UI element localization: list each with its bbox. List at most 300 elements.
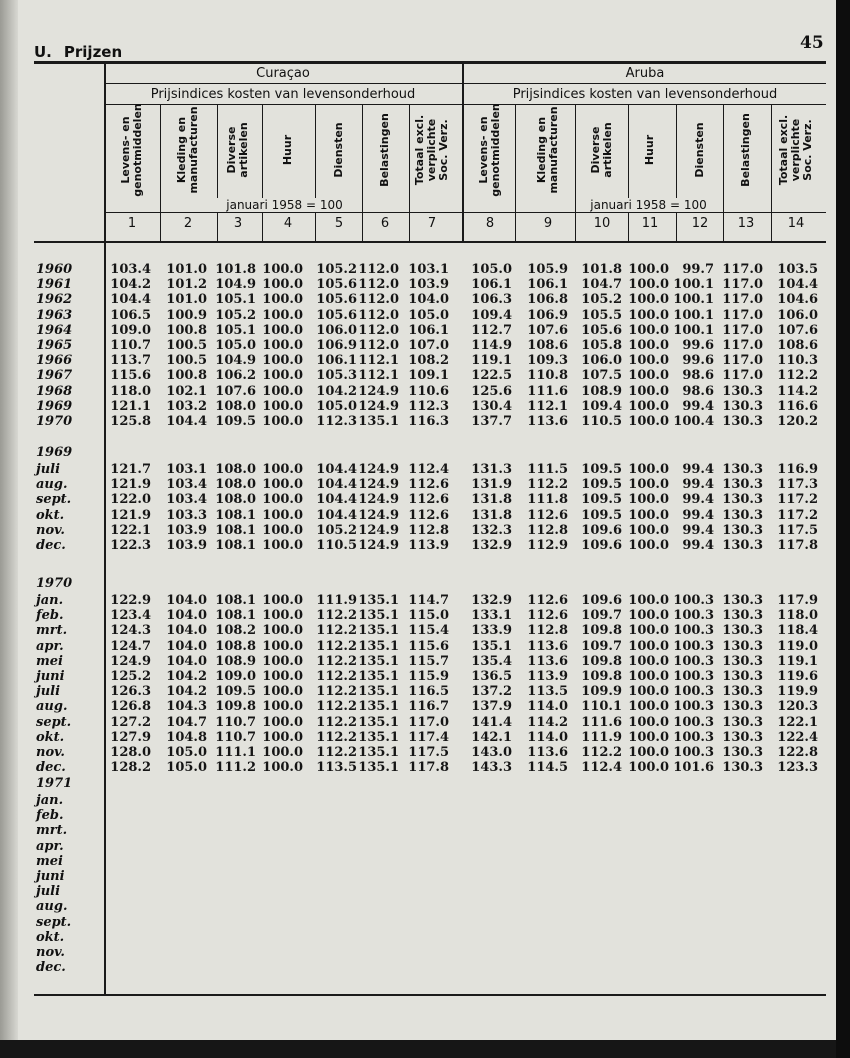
table-cell: 114.2 bbox=[527, 714, 568, 730]
row-label: aug. bbox=[36, 899, 68, 915]
table-cell: 124.7 bbox=[110, 638, 151, 654]
row-label: jan. bbox=[36, 793, 64, 808]
table-cell: 101.6 bbox=[673, 760, 714, 776]
table-cell: 112.1 bbox=[527, 398, 568, 414]
table-cell: 108.0 bbox=[215, 398, 256, 414]
table-cell: 100.1 bbox=[673, 307, 714, 323]
table-cell: 100.0 bbox=[262, 729, 303, 745]
table-cell: 100.0 bbox=[628, 507, 669, 523]
table-cell: 130.3 bbox=[722, 714, 763, 730]
table-cell: 116.7 bbox=[408, 699, 449, 715]
table-cell: 113.7 bbox=[110, 353, 151, 369]
table-cell: 117.0 bbox=[722, 292, 763, 308]
table-cell: 130.3 bbox=[722, 684, 763, 700]
table-cell: 105.0 bbox=[316, 398, 357, 414]
table-cell: 104.9 bbox=[215, 277, 256, 293]
column-number: 7 bbox=[427, 216, 437, 231]
table-cell: 100.0 bbox=[262, 353, 303, 369]
table-cell: 108.1 bbox=[215, 608, 256, 624]
table-cell: 112.0 bbox=[358, 338, 399, 353]
table-cell: 109.5 bbox=[581, 477, 622, 493]
table-cell: 118.0 bbox=[110, 383, 151, 399]
table-cell: 100.0 bbox=[262, 338, 303, 353]
table-cell: 114.9 bbox=[471, 338, 512, 353]
table-cell: 124.9 bbox=[358, 383, 399, 399]
table-cell: 101.0 bbox=[166, 262, 207, 277]
table-cell: 105.6 bbox=[316, 307, 357, 323]
table-cell: 112.1 bbox=[358, 368, 399, 384]
table-cell: 131.9 bbox=[471, 477, 512, 493]
table-cell: 113.6 bbox=[527, 414, 568, 429]
aruba-base-note: januari 1958 = 100 bbox=[581, 198, 716, 212]
column-header: Belastingen bbox=[378, 113, 391, 187]
table-cell: 108.0 bbox=[215, 477, 256, 493]
table-cell: 104.3 bbox=[166, 699, 207, 715]
table-cell: 124.9 bbox=[358, 462, 399, 477]
table-cell: 100.0 bbox=[262, 538, 303, 553]
table-cell: 105.0 bbox=[166, 760, 207, 776]
column-header: Diverse artikelen bbox=[589, 122, 614, 178]
column-number: 1 bbox=[127, 216, 137, 231]
table-cell: 100.0 bbox=[628, 368, 669, 384]
table-cell: 108.6 bbox=[777, 338, 818, 353]
aruba-group-subtitle: Prijsindices kosten van levensonderhoud bbox=[512, 87, 778, 102]
table-cell: 109.6 bbox=[581, 593, 622, 608]
row-label: juni bbox=[36, 669, 65, 684]
row-label: juli bbox=[36, 684, 61, 700]
table-cell: 105.0 bbox=[215, 338, 256, 353]
table-cell: 112.2 bbox=[316, 699, 357, 715]
table-cell: 116.6 bbox=[777, 398, 818, 414]
table-cell: 135.1 bbox=[471, 638, 512, 654]
column-header: Huur bbox=[281, 134, 294, 166]
section-heading bbox=[34, 43, 122, 61]
table-cell: 112.0 bbox=[358, 307, 399, 323]
table-cell: 101.2 bbox=[166, 277, 207, 293]
table-cell: 112.1 bbox=[358, 353, 399, 369]
table-cell: 114.0 bbox=[527, 729, 568, 745]
table-cell: 119.1 bbox=[777, 653, 818, 669]
table-cell: 108.9 bbox=[215, 653, 256, 669]
table-cell: 104.4 bbox=[316, 507, 357, 523]
table-cell: 106.1 bbox=[527, 277, 568, 293]
column-header: Diensten bbox=[332, 122, 345, 178]
table-cell: 131.8 bbox=[471, 507, 512, 523]
table-cell: 105.0 bbox=[471, 262, 512, 277]
table-cell: 130.3 bbox=[722, 623, 763, 639]
table-cell: 100.0 bbox=[628, 593, 669, 608]
table-cell: 100.0 bbox=[262, 262, 303, 277]
table-cell: 100.0 bbox=[262, 307, 303, 323]
column-header: Belastingen bbox=[739, 113, 752, 187]
table-cell: 100.0 bbox=[262, 669, 303, 684]
table-cell: 119.6 bbox=[777, 669, 818, 684]
column-rule bbox=[575, 105, 576, 242]
table-cell: 135.1 bbox=[358, 623, 399, 639]
curacao-base-note: januari 1958 = 100 bbox=[217, 198, 352, 212]
table-cell: 114.2 bbox=[777, 383, 818, 399]
column-rule bbox=[628, 105, 629, 242]
table-cell: 112.8 bbox=[527, 522, 568, 538]
table-cell: 112.0 bbox=[358, 322, 399, 338]
table-cell: 109.6 bbox=[581, 538, 622, 553]
table-cell: 112.2 bbox=[316, 714, 357, 730]
table-cell: 132.9 bbox=[471, 593, 512, 608]
table-cell: 109.8 bbox=[581, 623, 622, 639]
column-number: 11 bbox=[641, 216, 659, 231]
table-cell: 105.2 bbox=[316, 262, 357, 277]
table-cell: 100.0 bbox=[628, 729, 669, 745]
table-cell: 106.2 bbox=[215, 368, 256, 384]
column-number: 13 bbox=[737, 216, 755, 231]
table-cell: 127.9 bbox=[110, 729, 151, 745]
table-cell: 113.9 bbox=[408, 538, 449, 553]
table-cell: 99.6 bbox=[682, 353, 714, 369]
page-number: 45 bbox=[800, 33, 824, 53]
table-cell: 99.7 bbox=[682, 262, 714, 277]
table-cell: 131.3 bbox=[471, 462, 512, 477]
table-cell: 104.8 bbox=[166, 729, 207, 745]
table-cell: 109.3 bbox=[527, 353, 568, 369]
table-cell: 112.6 bbox=[527, 608, 568, 624]
table-cell: 105.2 bbox=[316, 522, 357, 538]
table-cell: 115.7 bbox=[408, 653, 449, 669]
table-cell: 110.1 bbox=[581, 699, 622, 715]
table-cell: 119.1 bbox=[471, 353, 512, 369]
row-label: juli bbox=[36, 884, 61, 900]
table-cell: 110.7 bbox=[215, 714, 256, 730]
table-cell: 109.0 bbox=[110, 322, 151, 338]
table-cell: 127.2 bbox=[110, 714, 151, 730]
table-cell: 108.1 bbox=[215, 507, 256, 523]
table-cell: 108.0 bbox=[215, 492, 256, 508]
table-cell: 112.2 bbox=[316, 623, 357, 639]
table-cell: 125.8 bbox=[110, 414, 151, 429]
table-cell: 100.3 bbox=[673, 745, 714, 760]
subtitle-rule bbox=[104, 104, 826, 105]
table-cell: 100.5 bbox=[166, 353, 207, 369]
table-cell: 130.3 bbox=[722, 608, 763, 624]
table-cell: 100.0 bbox=[262, 492, 303, 508]
table-cell: 117.0 bbox=[722, 262, 763, 277]
table-cell: 109.5 bbox=[581, 492, 622, 508]
row-label: 1964 bbox=[36, 322, 73, 338]
table-cell: 104.2 bbox=[166, 684, 207, 700]
table-cell: 130.3 bbox=[722, 593, 763, 608]
table-cell: 109.5 bbox=[581, 462, 622, 477]
table-cell: 109.9 bbox=[581, 684, 622, 700]
table-cell: 104.0 bbox=[408, 292, 449, 308]
column-number: 6 bbox=[380, 216, 390, 231]
table-cell: 121.9 bbox=[110, 507, 151, 523]
table-cell: 132.9 bbox=[471, 538, 512, 553]
table-cell: 100.0 bbox=[628, 353, 669, 369]
table-cell: 112.2 bbox=[316, 608, 357, 624]
table-cell: 137.7 bbox=[471, 414, 512, 429]
row-label: 1962 bbox=[36, 292, 73, 308]
table-cell: 100.3 bbox=[673, 684, 714, 700]
table-cell: 108.8 bbox=[215, 638, 256, 654]
table-cell: 100.1 bbox=[673, 292, 714, 308]
table-cell: 121.9 bbox=[110, 477, 151, 493]
row-label: okt. bbox=[36, 729, 65, 745]
column-rule bbox=[217, 105, 218, 242]
table-cell: 104.4 bbox=[316, 492, 357, 508]
curacao-group-title: Curaçao bbox=[256, 66, 310, 81]
table-cell: 100.0 bbox=[262, 608, 303, 624]
section-letter: U. bbox=[34, 43, 52, 61]
table-cell: 107.0 bbox=[408, 338, 449, 353]
table-cell: 100.0 bbox=[262, 414, 303, 429]
table-cell: 112.2 bbox=[527, 477, 568, 493]
table-cell: 100.1 bbox=[673, 277, 714, 293]
table-cell: 100.0 bbox=[628, 414, 669, 429]
row-label: feb. bbox=[36, 808, 64, 824]
table-cell: 108.0 bbox=[215, 462, 256, 477]
table-cell: 104.4 bbox=[777, 277, 818, 293]
table-cell: 110.3 bbox=[777, 353, 818, 369]
table-cell: 100.0 bbox=[262, 383, 303, 399]
table-cell: 100.0 bbox=[628, 292, 669, 308]
table-cell: 106.8 bbox=[527, 292, 568, 308]
table-cell: 99.4 bbox=[682, 507, 714, 523]
table-cell: 130.3 bbox=[722, 669, 763, 684]
table-cell: 117.8 bbox=[408, 760, 449, 776]
table-cell: 124.9 bbox=[110, 653, 151, 669]
table-cell: 122.4 bbox=[777, 729, 818, 745]
table-cell: 104.6 bbox=[777, 292, 818, 308]
table-cell: 100.1 bbox=[673, 322, 714, 338]
table-cell: 103.4 bbox=[166, 492, 207, 508]
table-cell: 116.5 bbox=[408, 684, 449, 700]
table-cell: 100.0 bbox=[628, 669, 669, 684]
row-label: sept. bbox=[36, 914, 72, 930]
table-cell: 100.0 bbox=[628, 714, 669, 730]
table-cell: 117.9 bbox=[777, 593, 818, 608]
table-cell: 104.4 bbox=[166, 414, 207, 429]
table-cell: 122.0 bbox=[110, 492, 151, 508]
table-cell: 142.1 bbox=[471, 729, 512, 745]
table-cell: 100.0 bbox=[628, 492, 669, 508]
table-cell: 130.3 bbox=[722, 398, 763, 414]
table-cell: 109.5 bbox=[215, 414, 256, 429]
table-cell: 113.5 bbox=[316, 760, 357, 776]
row-label: mei bbox=[36, 653, 63, 669]
table-cell: 103.5 bbox=[777, 262, 818, 277]
table-cell: 112.3 bbox=[316, 414, 357, 429]
table-cell: 112.9 bbox=[527, 538, 568, 553]
table-cell: 106.0 bbox=[581, 353, 622, 369]
table-cell: 133.1 bbox=[471, 608, 512, 624]
column-header: Totaal excl. verplichte Soc. Verz. bbox=[777, 114, 814, 186]
table-cell: 111.2 bbox=[215, 760, 256, 776]
table-cell: 117.5 bbox=[777, 522, 818, 538]
table-cell: 100.0 bbox=[628, 277, 669, 293]
table-cell: 100.0 bbox=[262, 368, 303, 384]
table-cell: 100.0 bbox=[628, 608, 669, 624]
table-cell: 112.8 bbox=[527, 623, 568, 639]
table-cell: 117.0 bbox=[722, 338, 763, 353]
table-cell: 115.9 bbox=[408, 669, 449, 684]
table-cell: 100.0 bbox=[262, 292, 303, 308]
table-cell: 104.2 bbox=[316, 383, 357, 399]
table-cell: 100.0 bbox=[628, 760, 669, 776]
table-cell: 100.3 bbox=[673, 638, 714, 654]
table-cell: 100.5 bbox=[166, 338, 207, 353]
table-cell: 104.0 bbox=[166, 623, 207, 639]
table-cell: 105.0 bbox=[166, 745, 207, 760]
row-label: 1967 bbox=[36, 368, 73, 384]
table-cell: 100.0 bbox=[262, 699, 303, 715]
table-bottom-rule bbox=[34, 994, 826, 996]
table-cell: 107.6 bbox=[527, 322, 568, 338]
column-number: 5 bbox=[334, 216, 344, 231]
column-number: 12 bbox=[691, 216, 709, 231]
table-cell: 105.2 bbox=[581, 292, 622, 308]
table-cell: 105.0 bbox=[408, 307, 449, 323]
table-cell: 116.3 bbox=[408, 414, 449, 429]
table-cell: 124.9 bbox=[358, 492, 399, 508]
table-cell: 100.0 bbox=[628, 322, 669, 338]
table-cell: 111.6 bbox=[581, 714, 622, 730]
row-label: juni bbox=[36, 869, 65, 884]
column-rule bbox=[160, 105, 161, 242]
table-cell: 122.9 bbox=[110, 593, 151, 608]
table-cell: 103.2 bbox=[166, 398, 207, 414]
table-cell: 105.8 bbox=[581, 338, 622, 353]
table-cell: 99.6 bbox=[682, 338, 714, 353]
table-cell: 100.0 bbox=[262, 522, 303, 538]
table-cell: 112.2 bbox=[777, 368, 818, 384]
column-rule bbox=[409, 105, 410, 242]
table-cell: 112.3 bbox=[408, 398, 449, 414]
column-rule bbox=[771, 105, 772, 242]
table-cell: 100.0 bbox=[628, 745, 669, 760]
table-cell: 105.5 bbox=[581, 307, 622, 323]
table-cell: 109.8 bbox=[581, 669, 622, 684]
table-cell: 112.2 bbox=[316, 729, 357, 745]
table-cell: 128.2 bbox=[110, 760, 151, 776]
table-cell: 121.1 bbox=[110, 398, 151, 414]
table-cell: 131.8 bbox=[471, 492, 512, 508]
table-cell: 109.5 bbox=[581, 507, 622, 523]
table-cell: 104.7 bbox=[166, 714, 207, 730]
table-cell: 130.3 bbox=[722, 414, 763, 429]
table-cell: 135.1 bbox=[358, 414, 399, 429]
table-cell: 103.9 bbox=[166, 538, 207, 553]
table-cell: 110.6 bbox=[408, 383, 449, 399]
table-cell: 117.8 bbox=[777, 538, 818, 553]
table-cell: 106.1 bbox=[471, 277, 512, 293]
table-cell: 111.5 bbox=[527, 462, 568, 477]
table-cell: 103.1 bbox=[408, 262, 449, 277]
table-cell: 104.4 bbox=[316, 462, 357, 477]
table-cell: 100.3 bbox=[673, 714, 714, 730]
row-label: feb. bbox=[36, 608, 64, 624]
table-cell: 111.9 bbox=[581, 729, 622, 745]
table-cell: 112.2 bbox=[316, 745, 357, 760]
table-cell: 135.1 bbox=[358, 638, 399, 654]
table-cell: 109.6 bbox=[581, 522, 622, 538]
table-cell: 135.1 bbox=[358, 669, 399, 684]
table-cell: 122.1 bbox=[110, 522, 151, 538]
page-edge-shadow bbox=[836, 0, 850, 1058]
column-number-rule-top bbox=[104, 212, 826, 213]
table-cell: 104.7 bbox=[581, 277, 622, 293]
table-cell: 117.0 bbox=[722, 277, 763, 293]
table-cell: 135.1 bbox=[358, 760, 399, 776]
table-cell: 100.0 bbox=[262, 398, 303, 414]
row-label: nov. bbox=[36, 945, 65, 960]
table-cell: 112.2 bbox=[316, 684, 357, 700]
table-cell: 103.9 bbox=[408, 277, 449, 293]
column-rule bbox=[315, 105, 316, 242]
table-cell: 135.1 bbox=[358, 653, 399, 669]
table-cell: 100.0 bbox=[628, 338, 669, 353]
row-label: apr. bbox=[36, 838, 64, 854]
table-cell: 109.4 bbox=[471, 307, 512, 323]
table-cell: 100.3 bbox=[673, 623, 714, 639]
table-cell: 120.2 bbox=[777, 414, 818, 429]
row-label: 1963 bbox=[36, 307, 73, 323]
table-cell: 104.4 bbox=[110, 292, 151, 308]
table-cell: 130.3 bbox=[722, 699, 763, 715]
table-cell: 100.0 bbox=[262, 277, 303, 293]
table-cell: 106.1 bbox=[316, 353, 357, 369]
table-cell: 114.7 bbox=[408, 593, 449, 608]
table-cell: 123.3 bbox=[777, 760, 818, 776]
table-cell: 115.0 bbox=[408, 608, 449, 624]
table-cell: 112.4 bbox=[408, 462, 449, 477]
table-cell: 105.6 bbox=[316, 292, 357, 308]
table-cell: 101.0 bbox=[166, 292, 207, 308]
table-cell: 118.4 bbox=[777, 623, 818, 639]
table-cell: 104.4 bbox=[316, 477, 357, 493]
table-cell: 103.4 bbox=[110, 262, 151, 277]
row-label: sept. bbox=[36, 492, 72, 508]
row-label: okt. bbox=[36, 507, 65, 523]
table-cell: 106.9 bbox=[527, 307, 568, 323]
table-cell: 112.8 bbox=[408, 522, 449, 538]
column-number: 3 bbox=[233, 216, 243, 231]
column-rule bbox=[262, 105, 263, 242]
table-cell: 112.2 bbox=[316, 653, 357, 669]
table-cell: 130.3 bbox=[722, 638, 763, 654]
row-label: dec. bbox=[36, 538, 66, 553]
table-cell: 130.3 bbox=[722, 538, 763, 553]
table-cell: 130.3 bbox=[722, 729, 763, 745]
table-cell: 130.3 bbox=[722, 653, 763, 669]
table-cell: 108.1 bbox=[215, 538, 256, 553]
row-label: aug. bbox=[36, 477, 68, 493]
table-cell: 100.0 bbox=[262, 684, 303, 700]
table-cell: 123.4 bbox=[110, 608, 151, 624]
table-cell: 109.0 bbox=[215, 669, 256, 684]
table-cell: 111.1 bbox=[215, 745, 256, 760]
table-cell: 105.1 bbox=[215, 322, 256, 338]
row-group-heading: 1970 bbox=[36, 576, 73, 592]
table-cell: 117.5 bbox=[408, 745, 449, 760]
table-cell: 126.3 bbox=[110, 684, 151, 700]
row-label: dec. bbox=[36, 960, 66, 976]
column-number: 10 bbox=[593, 216, 611, 231]
table-cell: 105.9 bbox=[527, 262, 568, 277]
table-cell: 122.3 bbox=[110, 538, 151, 553]
book-spine-shadow bbox=[0, 0, 18, 1040]
table-cell: 112.6 bbox=[408, 492, 449, 508]
table-cell: 104.0 bbox=[166, 608, 207, 624]
table-cell: 100.9 bbox=[166, 307, 207, 323]
